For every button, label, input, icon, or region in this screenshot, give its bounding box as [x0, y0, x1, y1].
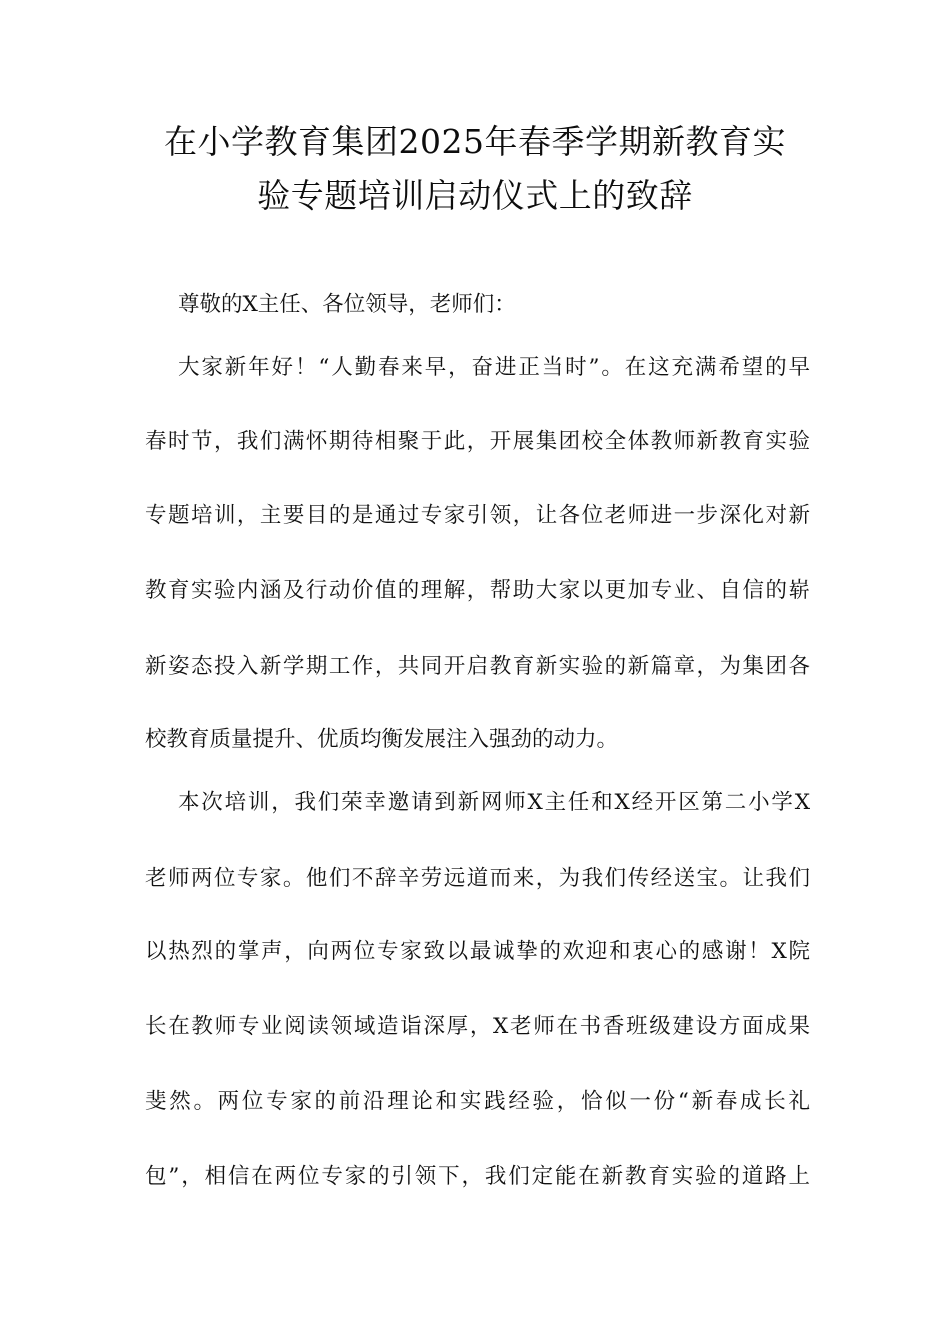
paragraph-1-line-3: 专题培训，主要目的是通过专家引领，让各位老师进一步深化对新	[145, 503, 810, 528]
paragraph-2-line-1: 本次培训，我们荣幸邀请到新网师X主任和X经开区第二小学X	[178, 790, 810, 815]
paragraph-1-line-1: 大家新年好！“人勤春来早，奋进正当时”。在这充满希望的早	[178, 355, 810, 380]
paragraph-2-line-5: 斐然。两位专家的前沿理论和实践经验，恰似一份“新春成长礼	[145, 1089, 810, 1114]
salutation: 尊敬的X主任、各位领导，老师们：	[178, 292, 516, 317]
paragraph-1-line-4: 教育实验内涵及行动价值的理解，帮助大家以更加专业、自信的崭	[145, 578, 810, 603]
paragraph-2-line-6: 包”，相信在两位专家的引领下，我们定能在新教育实验的道路上	[145, 1164, 810, 1189]
paragraph-2-line-4: 长在教师专业阅读领域造诣深厚，X老师在书香班级建设方面成果	[145, 1014, 810, 1039]
paragraph-1-line-5: 新姿态投入新学期工作，共同开启教育新实验的新篇章，为集团各	[145, 654, 810, 679]
paragraph-2-line-2: 老师两位专家。他们不辞辛劳远道而来，为我们传经送宝。让我们	[145, 866, 810, 891]
paragraph-2-line-3: 以热烈的掌声，向两位专家致以最诚挚的欢迎和衷心的感谢！X院	[145, 939, 810, 964]
paragraph-1-line-2: 春时节，我们满怀期待相聚于此，开展集团校全体教师新教育实验	[145, 429, 810, 454]
paragraph-1-line-6: 校教育质量提升、优质均衡发展注入强劲的动力。	[145, 727, 619, 752]
document-title-line-1: 在小学教育集团2025年春季学期新教育实	[164, 122, 786, 161]
document-title-line-2: 验专题培训启动仪式上的致辞	[257, 176, 693, 215]
